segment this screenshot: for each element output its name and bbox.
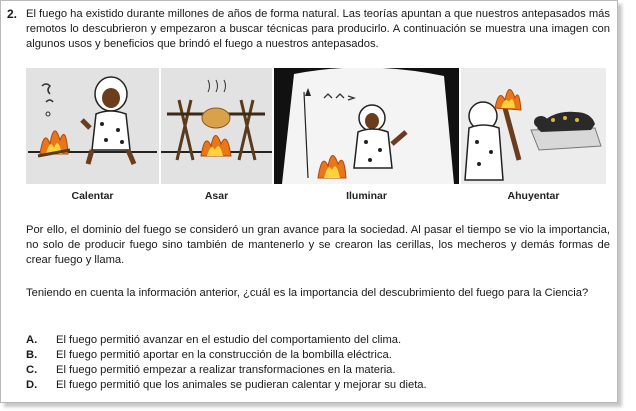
- caption-asar: Asar: [204, 190, 229, 202]
- illustration-strip: [26, 68, 606, 206]
- option-letter: D.: [26, 379, 38, 391]
- option-d[interactable]: [26, 378, 610, 393]
- option-c[interactable]: [26, 363, 610, 378]
- option-b[interactable]: [26, 348, 610, 363]
- panel-iluminar: [274, 68, 459, 184]
- panel-ahuyentar: [461, 68, 606, 184]
- cave-lighting-illustration: [274, 68, 459, 184]
- roasting-illustration: [161, 68, 272, 184]
- caption-ahuyentar: Ahuyentar: [507, 190, 560, 202]
- option-text: El fuego permitió avanzar en el estudio del comportamiento del clima.: [56, 334, 402, 346]
- answer-options: [26, 333, 610, 393]
- question-intro: El fuego ha existido durante millones de años de forma natural. Las teorías apuntan a que nuestros antepasados más remotos lo descubrieron y empezaron a buscar técnicas para producirlo. A continuación se muestra una imagen con algunos usos y beneficios que brindó el fuego a nuestros antepasados.: [26, 8, 610, 50]
- scaring-animal-illustration: [461, 68, 606, 184]
- panel-calentar: [26, 68, 159, 184]
- question-prompt: Teniendo en cuenta la información anterior, ¿cuál es la importancia del descubrimiento del fuego para la Ciencia?: [26, 287, 589, 299]
- warming-caveman-illustration: [26, 68, 159, 184]
- option-text: El fuego permitió empezar a realizar transformaciones en la materia.: [56, 364, 396, 376]
- option-letter: B.: [26, 349, 38, 361]
- question-number: 2.: [7, 7, 18, 21]
- caption-calentar: Calentar: [71, 190, 114, 202]
- option-text: El fuego permitió que los animales se pudieran calentar y mejorar su dieta.: [56, 379, 427, 391]
- option-text: El fuego permitió aportar en la construcción de la bombilla eléctrica.: [56, 349, 392, 361]
- context-paragraph: Por ello, el dominio del fuego se consideró un gran avance para la sociedad. Al pasar el tiempo se vio la importancia, no solo de producir fuego sino también de mantenerlo y se crearon las cerillas, los mecheros y demás formas de crear fuego y llama.: [26, 224, 610, 266]
- option-letter: A.: [26, 334, 38, 346]
- panel-asar: [161, 68, 272, 184]
- option-letter: C.: [26, 364, 38, 376]
- option-a[interactable]: [26, 333, 610, 348]
- caption-iluminar: Iluminar: [346, 190, 387, 202]
